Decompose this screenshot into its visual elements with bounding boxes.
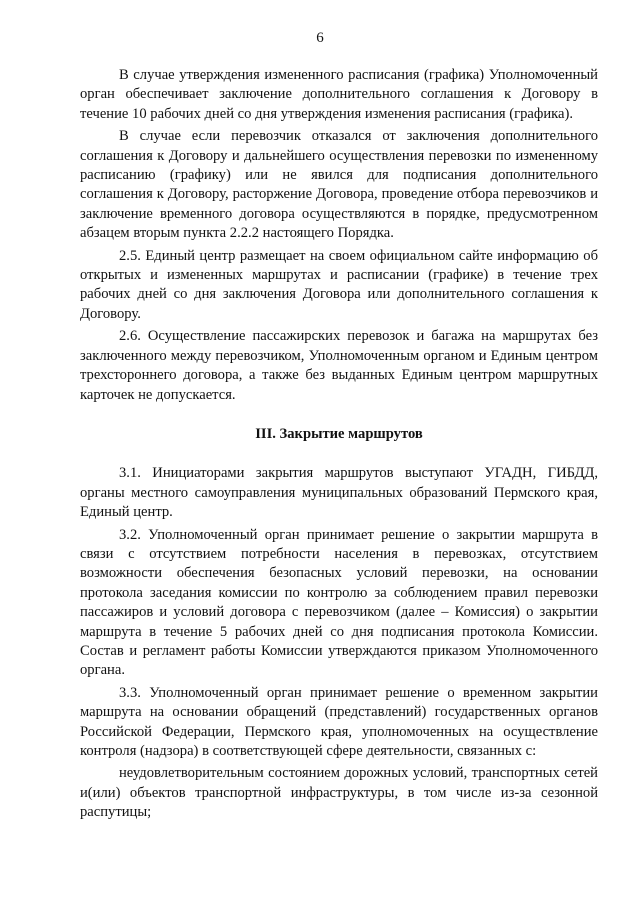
paragraph: 3.2. Уполномоченный орган принимает решение о закрытии маршрута в связи с отсутствием потребности населения в перевозках, отсутствием возможности обеспечения безопасных условий перевозки, на основании протокола заседания комиссии по контролю за соблюдением правил перевозки пассажиров и условий договора с перевозчиком (далее – Комиссия) о закрытии маршрута в течение 5 рабочих дней со дня подписания протокола Комиссии. Состав и регламент работы Комиссии утверждаются приказом Уполномоченного органа. — [80, 526, 598, 679]
paragraph: В случае утверждения измененного расписания (графика) Уполномоченный орган обеспечивает заключение дополнительного соглашения к Договору в течение 10 рабочих дней со дня утверждения изменения расписания (графика). — [80, 67, 598, 122]
paragraph: 2.6. Осуществление пассажирских перевозок и багажа на маршрутах без заключенного между перевозчиком, Уполномоченным органом и Единым центром трехстороннего договора, а также без выданных Единым центром маршрутных карточек не допускается. — [80, 328, 598, 403]
paragraph: В случае если перевозчик отказался от заключения дополнительного соглашения к Договору и дальнейшего осуществления перевозки по измененному расписанию (графику) или не явился для подписания дополнительного соглашения к Договору, расторжение Договора, проведение отбора перевозчиков и заключение временного договора осуществляются в порядке, предусмотренном абзацем вторым пункта 2.2.2 настоящего Порядка. — [80, 128, 598, 242]
document-body — [80, 66, 598, 826]
section-heading: III. Закрытие маршрутов — [255, 425, 423, 442]
paragraph: 3.1. Инициаторами закрытия маршрутов выступают УГАДН, ГИБДД, органы местного самоуправления муниципальных образований Пермского края, Единый центр. — [80, 465, 598, 521]
page-number: 6 — [316, 30, 324, 46]
paragraph: неудовлетворительным состоянием дорожных условий, транспортных сетей и(или) объектов транспортной инфраструктуры, в том числе из-за сезонной распутицы; — [80, 765, 598, 821]
paragraph: 3.3. Уполномоченный орган принимает решение о временном закрытии маршрута на основании обращений (представлений) государственных органов Российской Федерации, Пермского края, уполномоченных на осуществление контроля (надзора) в соответствующей сфере деятельности, связанных с: — [80, 684, 598, 759]
paragraph: 2.5. Единый центр размещает на своем официальном сайте информацию об открытых и измененных маршрутах и расписании (графике) в течение трех рабочих дней со дня заключения Договора или дополнительного соглашения к Договору. — [80, 247, 598, 322]
